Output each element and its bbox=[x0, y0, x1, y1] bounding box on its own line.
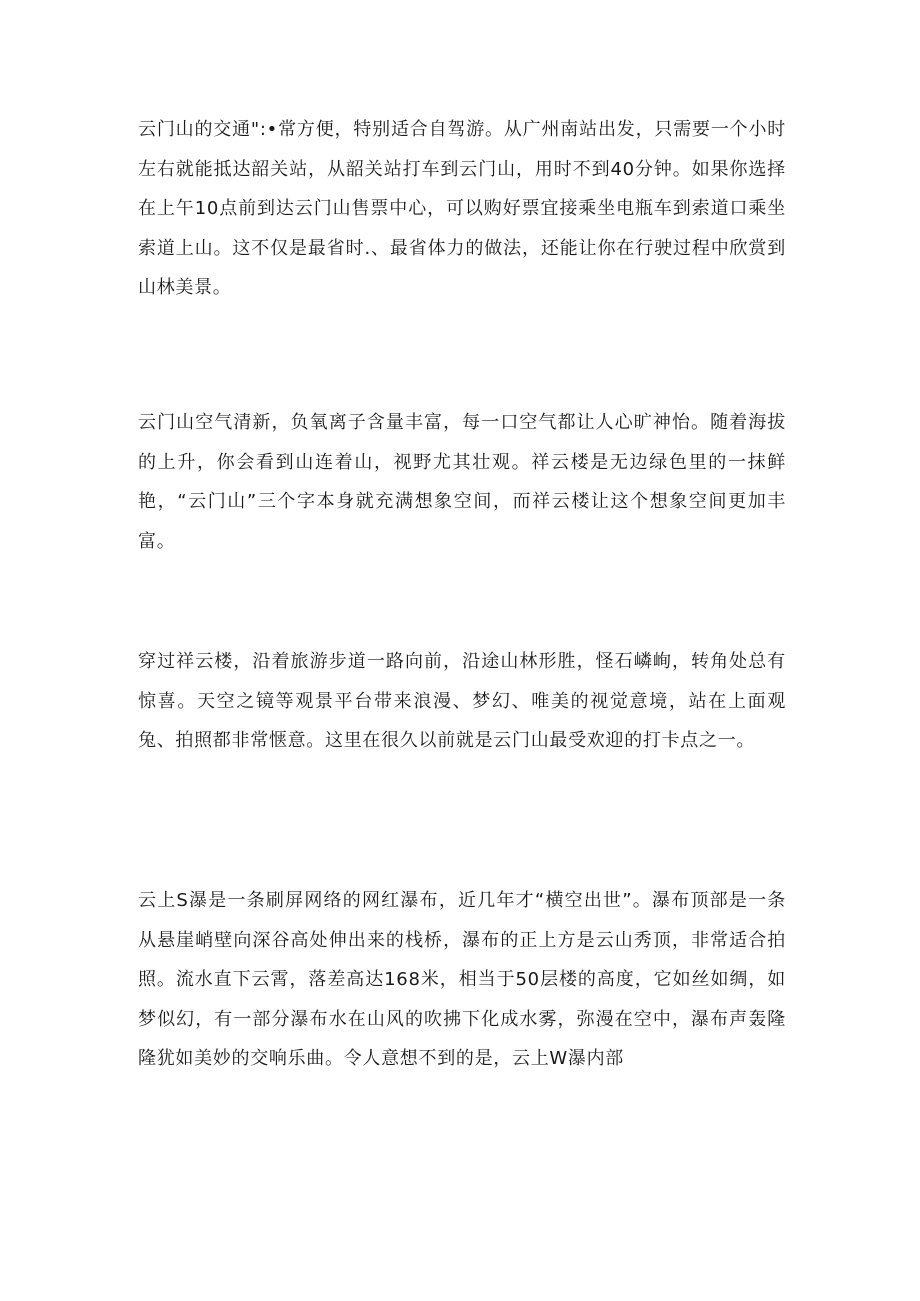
paragraph-xiangyun-building: 穿过祥云楼，沿着旅游步道一路向前，沿途山林形胜，怪石嶙峋，转角处总有惊喜。天空之镜等观景平台带来浪漫、梦幻、唯美的视觉意境，站在上面观兔、拍照都非常惬意。这里在很久以前就是云门山最受欢迎的打卡点之一。 bbox=[138, 651, 786, 751]
paragraph-waterfall: 云上S瀑是一条刷屏网络的网红瀑布，近几年才“横空出世”。瀑布顶部是一条从悬崖峭壁向深谷高处伸出来的栈桥，瀑布的正上方是云山秀顶，非常适合拍照。流水直下云霄，落差高达168米，相当于50层楼的高度，它如丝如绸，如梦似幻，有一部分瀑布水在山风的吹拂下化成水雾，弥漫在空中，瀑布声轰隆隆犹如美妙的交响乐曲。令人意想不到的是，云上W瀑内部 bbox=[138, 890, 786, 1069]
paragraph-transport: 云门山的交通":•常方便，特别适合自驾游。从广州南站出发，只需要一个小时左右就能抵达韶关站，从韶关站打车到云门山，用时不到40分钟。如果你选择在上午10点前到达云门山售票中心，可以购好票宜接乘坐电瓶车到索道口乘坐索道上山。这不仅是最省时.、最省体力的做法，还能让你在行驶过程中欣赏到山林美景。 bbox=[138, 119, 786, 298]
paragraph-air-scenery: 云门山空气清新，负氧离子含量丰富，每一口空气都让人心旷神怡。随着海拔的上升，你会看到山连着山，视野尤其壮观。祥云楼是无边绿色里的一抹鲜艳，“云门山”三个字本身就充满想象空间，而祥云楼让这个想象空间更加丰富。 bbox=[138, 412, 786, 552]
